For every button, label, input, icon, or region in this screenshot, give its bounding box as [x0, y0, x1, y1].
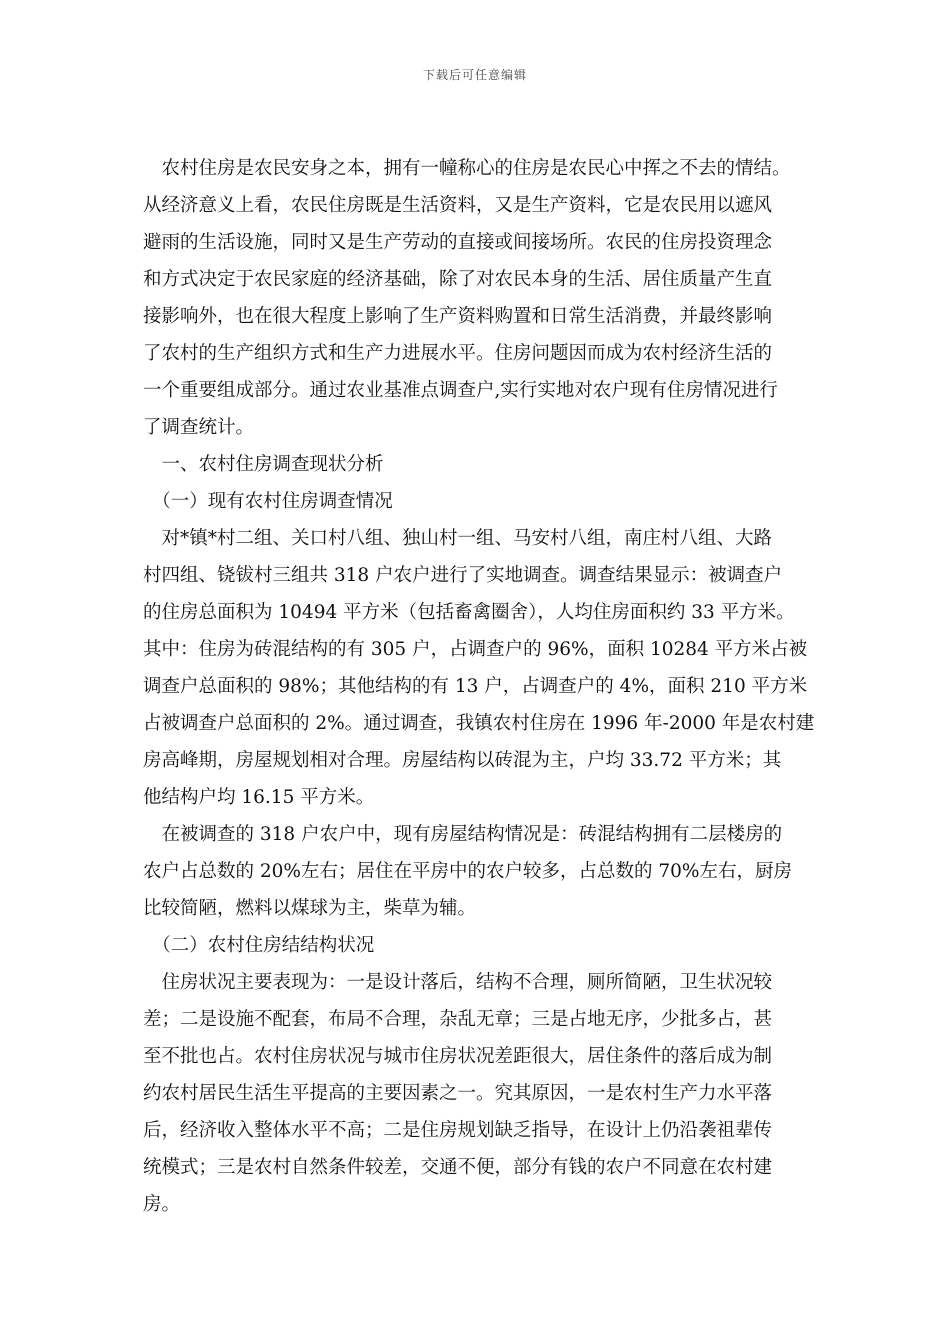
text-line: 了农村的生产组织方式和生产力进展水平。住房问题因而成为农村经济生活的 [143, 343, 773, 364]
subsection-heading: （二）农村住房结结构状况 [143, 935, 375, 956]
text-line: 房高峰期，房屋规划相对合理。房屋结构以砖混为主，户均 33.72 平方米；其 [143, 750, 782, 771]
text-line: 住房状况主要表现为：一是设计落后，结构不合理，厕所简陋，卫生状况较 [143, 972, 773, 993]
text-line: 其中：住房为砖混结构的有 305 户，占调查户的 96%，面积 10284 平方米占被 [143, 639, 808, 660]
text-line: 至不批也占。农村住房状况与城市住房状况差距很大，居住条件的落后成为制 [143, 1046, 773, 1067]
text-line: 对*镇*村二组、关口村八组、独山村一组、马安村八组，南庄村八组、大路 [143, 528, 773, 549]
text-line: 房。 [143, 1194, 181, 1215]
subsection-heading: （一）现有农村住房调查情况 [143, 491, 393, 512]
text-line: 了调查统计。 [143, 417, 255, 438]
document-body [143, 150, 813, 1223]
text-line: 和方式决定于农民家庭的经济基础，除了对农民本身的生活、居住质量产生直 [143, 269, 773, 290]
text-line: 约农村居民生活生平提高的主要因素之一。究其原因，一是农村生产力水平落 [143, 1083, 773, 1104]
text-line: 村四组、铙钹村三组共 318 户农户进行了实地调查。调查结果显示：被调查户 [143, 565, 783, 586]
text-line: 接影响外，也在很大程度上影响了生产资料购置和日常生活消费，并最终影响 [143, 306, 773, 327]
text-line: 在被调查的 318 户农户中，现有房屋结构情况是：砖混结构拥有二层楼房的 [143, 824, 783, 845]
text-line: 一个重要组成部分。通过农业基准点调查户,实行实地对农户现有住房情况进行 [143, 380, 778, 401]
text-line: 差；二是设施不配套，布局不合理，杂乱无章；三是占地无序，少批多占，甚 [143, 1009, 773, 1030]
text-line: 从经济意义上看，农民住房既是生活资料，又是生产资料，它是农民用以遮风 [143, 195, 773, 216]
text-line: 占被调查户总面积的 2%。通过调查，我镇农村住房在 1996 年-2000 年是农村建 [143, 713, 815, 734]
text-line: 比较简陋，燃料以煤球为主，柴草为辅。 [143, 898, 477, 919]
text-line: 农村住房是农民安身之本，拥有一幢称心的住房是农民心中挥之不去的情结。 [143, 158, 791, 179]
text-line: 调查户总面积的 98%；其他结构的有 13 户，占调查户的 4%，面积 210 平方米 [143, 676, 808, 697]
text-line: 农户占总数的 20%左右；居住在平房中的农户较多，占总数的 70%左右，厨房 [143, 861, 793, 882]
text-line: 他结构户均 16.15 平方米。 [143, 787, 375, 808]
text-line: 后，经济收入整体水平不高；二是住房规划缺乏指导，在设计上仍沿袭祖辈传 [143, 1120, 773, 1141]
header-note: 下载后可任意编辑 [422, 68, 527, 82]
section-heading: 一、农村住房调查现状分析 [143, 454, 384, 475]
text-line: 统模式；三是农村自然条件较差，交通不便，部分有钱的农户不同意在农村建 [143, 1157, 773, 1178]
text-line: 避雨的生活设施，同时又是生产劳动的直接或间接场所。农民的住房投资理念 [143, 232, 773, 253]
text-line: 的住房总面积为 10494 平方米（包括畜禽圈舍），人均住房面积约 33 平方米。 [143, 602, 795, 623]
